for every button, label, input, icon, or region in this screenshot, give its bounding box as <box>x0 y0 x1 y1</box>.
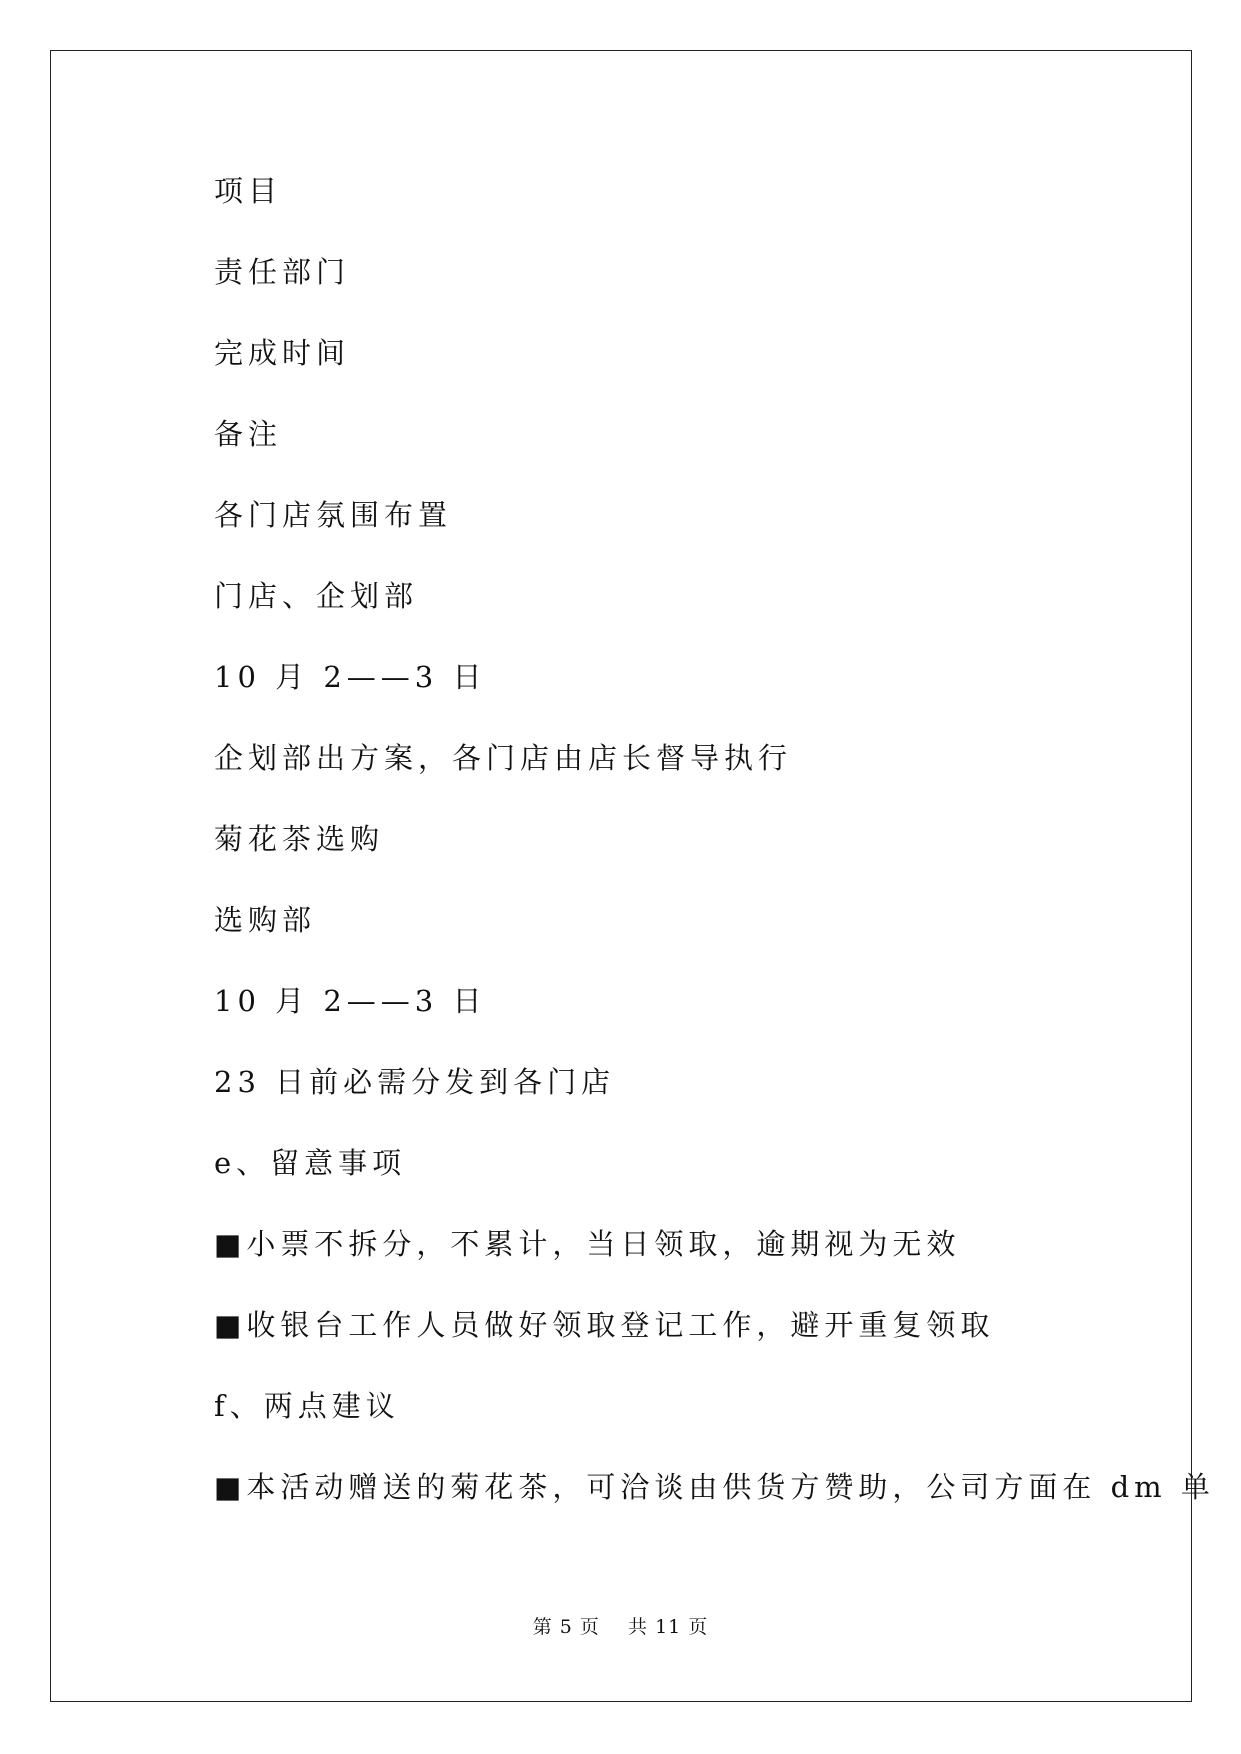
text-line: 门店、企划部 <box>214 579 419 613</box>
text-line: 23 日前必需分发到各门店 <box>214 1065 616 1099</box>
bullet-item: ■本活动赠送的菊花茶，可洽谈由供货方赞助，公司方面在 dm 单 <box>214 1470 1215 1504</box>
page-footer <box>0 1612 1241 1639</box>
document-body <box>214 166 1215 1543</box>
text-line: 责任部门 <box>214 255 351 289</box>
text-line: 10 月 2——3 日 <box>214 660 487 694</box>
section-heading: f、两点建议 <box>214 1389 400 1423</box>
bullet-item: ■小票不拆分，不累计，当日领取，逾期视为无效 <box>214 1227 961 1261</box>
section-heading: e、留意事项 <box>214 1146 407 1180</box>
text-line: 完成时间 <box>214 336 351 370</box>
bullet-item: ■收银台工作人员做好领取登记工作，避开重复领取 <box>214 1308 995 1342</box>
text-line: 选购部 <box>214 903 317 937</box>
text-line: 各门店氛围布置 <box>214 498 453 532</box>
page-total: 共 11 页 <box>628 1616 709 1638</box>
text-line: 10 月 2——3 日 <box>214 984 487 1018</box>
text-line: 项目 <box>214 174 283 208</box>
text-line: 菊花茶选购 <box>214 822 385 856</box>
text-line: 企划部出方案，各门店由店长督导执行 <box>214 741 793 775</box>
page-number: 第 5 页 <box>532 1616 600 1638</box>
text-line: 备注 <box>214 417 283 451</box>
